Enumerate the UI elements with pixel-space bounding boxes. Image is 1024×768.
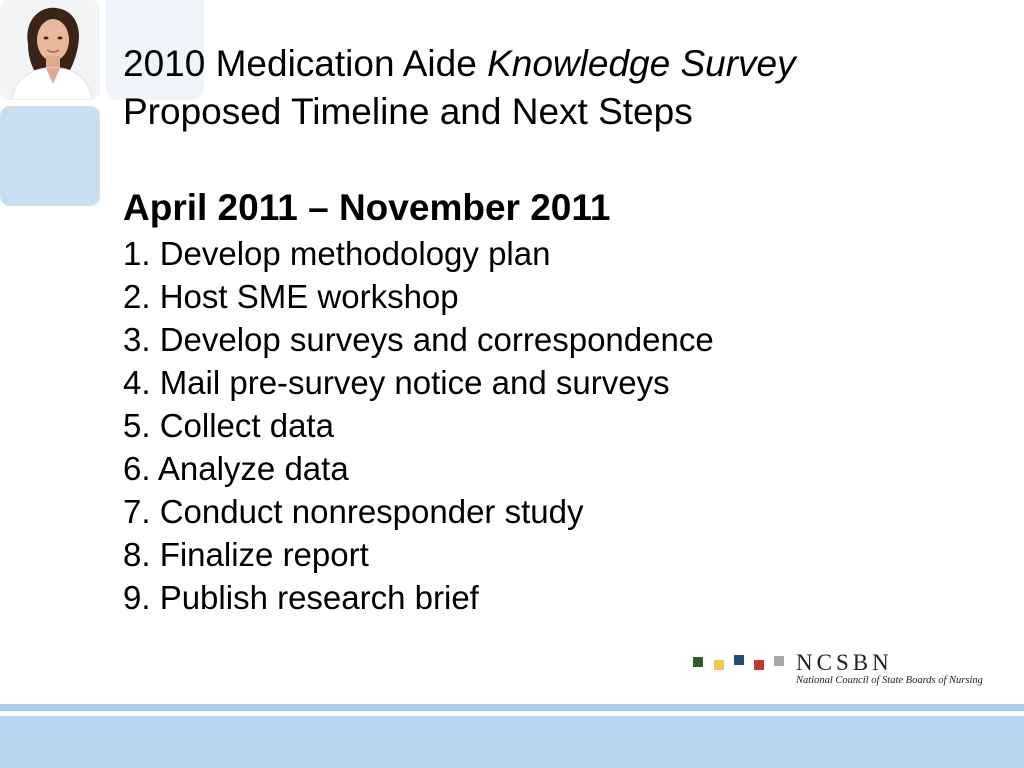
- portrait-image: [0, 0, 100, 100]
- title-line1-plain: 2010 Medication Aide: [123, 43, 488, 84]
- logo-square-icon: [693, 657, 703, 667]
- list-item: 7. Conduct nonresponder study: [123, 493, 584, 530]
- list-item: 2. Host SME workshop: [123, 278, 459, 315]
- woman-portrait-icon: [0, 0, 100, 100]
- list-item: 4. Mail pre-survey notice and surveys: [123, 364, 670, 401]
- period-heading: April 2011 – November 2011: [123, 187, 611, 228]
- list-item: 1. Develop methodology plan: [123, 235, 551, 272]
- footer-stripe: [0, 704, 1024, 711]
- list-item: 9. Publish research brief: [123, 579, 479, 616]
- title-line2: Proposed Timeline and Next Steps: [123, 91, 693, 132]
- footer-band: [0, 716, 1024, 768]
- list-item: 3. Develop surveys and correspondence: [123, 321, 714, 358]
- ncsbn-logo: [690, 650, 983, 692]
- logo-square-icon: [734, 655, 744, 665]
- list-item: 8. Finalize report: [123, 536, 369, 573]
- logo-square-icon: [774, 656, 784, 666]
- title-line1-italic: Knowledge Survey: [487, 43, 796, 84]
- logo-tagline: National Council of State Boards of Nursing: [796, 675, 983, 686]
- logo-square-icon: [714, 660, 724, 670]
- logo-name: NCSBN: [796, 650, 893, 675]
- slide-title: [123, 40, 796, 136]
- list-item: 6. Analyze data: [123, 450, 349, 487]
- steps-list: [123, 232, 714, 619]
- decorative-tile-lower: [0, 106, 100, 206]
- list-item: 5. Collect data: [123, 407, 334, 444]
- logo-square-icon: [754, 660, 764, 670]
